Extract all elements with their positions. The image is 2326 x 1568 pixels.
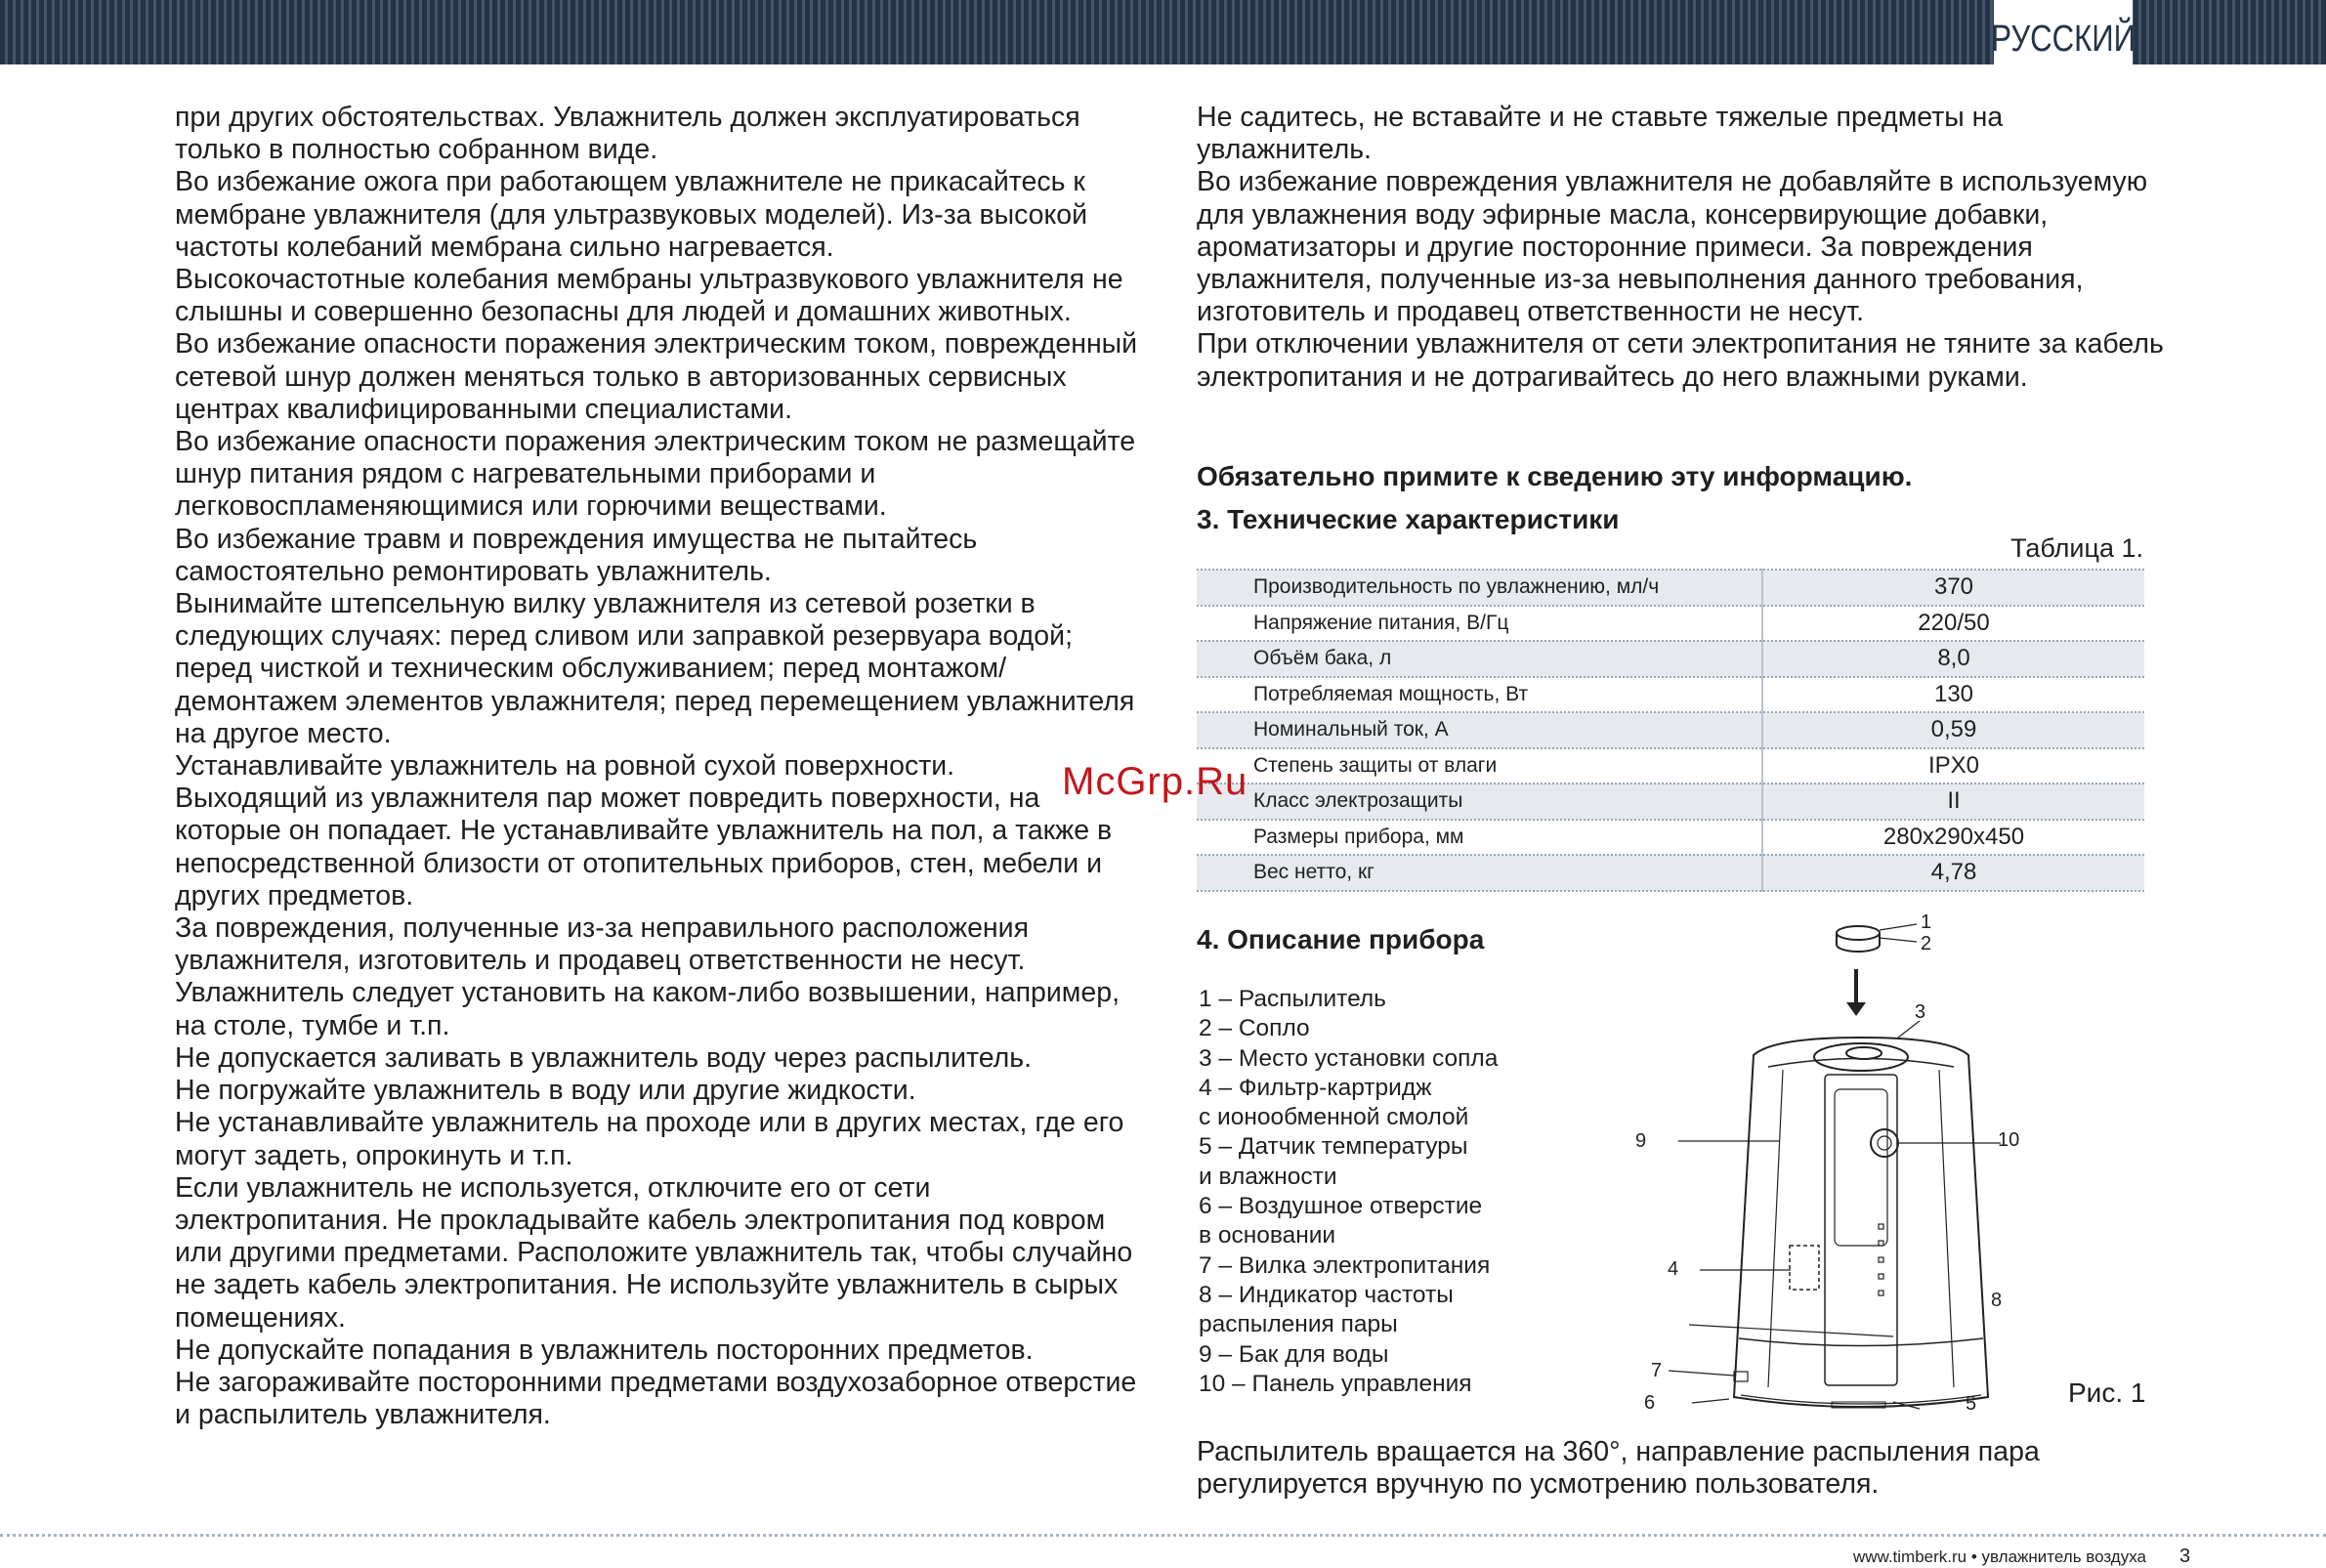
list-item: 3 – Место установки сопла	[1199, 1044, 1499, 1072]
spec-label: Вес нетто, кг	[1197, 855, 1762, 891]
table-row	[1197, 641, 2144, 677]
spec-label: Степень защиты от влаги	[1197, 748, 1762, 784]
figure-label: 7	[1651, 1360, 1663, 1381]
footer-site: www.timberk.ru • увлажнитель воздуха	[1852, 1547, 2146, 1566]
paragraph: Во избежание опасности поражения электрическим током не размещайте шнур питания рядом с нагревательными приборами и легковоспламеняющимися или горючими веществами.	[175, 426, 1136, 523]
parts-list	[1199, 985, 1550, 1399]
paragraph: Во избежание ожога при работающем увлажнителе не прикасайтесь к мембране увлажнителя (для ультразвуковых моделей). Из-за высокой частоты колебаний мембрана сильно нагревается.	[175, 166, 1088, 263]
figure-label: 10	[1998, 1129, 2020, 1151]
spec-value: 8,0	[1762, 641, 2144, 677]
spec-value: 0,59	[1762, 712, 2144, 748]
spec-value: II	[1762, 784, 2144, 820]
table-row	[1197, 606, 2144, 642]
paragraph: Не допускайте попадания в увлажнитель посторонних предметов.	[175, 1334, 1034, 1366]
paragraph: Не погружайте увлажнитель в воду или другие жидкости.	[175, 1075, 916, 1107]
spec-value: 130	[1762, 677, 2144, 713]
humidifier-body	[1734, 1038, 1988, 1408]
spec-value: 220/50	[1762, 606, 2144, 642]
list-item: 1 – Распылитель	[1199, 986, 1386, 1012]
figure-label: 4	[1668, 1258, 1679, 1280]
figure-caption: Рис. 1	[2068, 1377, 2146, 1408]
spec-value: 280x290x450	[1762, 820, 2144, 856]
watermark: McGrp.Ru	[1062, 760, 1248, 803]
spec-label: Номинальный ток, А	[1197, 712, 1762, 748]
arrow-down-icon	[1846, 969, 1866, 1016]
paragraph: Высокочастотные колебания мембраны ультразвукового увлажнителя не слышны и совершенно безопасны для людей и домашних животных.	[175, 264, 1123, 328]
paragraph: Выходящий из увлажнителя пар может повредить поверхности, на которые он попадает. Не устанавливайте увлажнитель на пол, а также в непосредственной близости от отопительных приборов, стен, мебели и других предметов.	[175, 783, 1113, 911]
spec-value: 4,78	[1762, 855, 2144, 891]
paragraph: Не допускается заливать в увлажнитель воду через распылитель.	[175, 1041, 1033, 1074]
paragraph: Если увлажнитель не используется, отключите его от сети электропитания. Не прокладывайте кабель электропитания под ковром или другими предметами. Расположите увлажнитель так, чтобы случайно не задеть кабель электропитания. Не используйте увлажнитель в сырых помещениях.	[175, 1171, 1133, 1334]
list-item: 7 – Вилка электропитания	[1199, 1251, 1491, 1279]
paragraph: Увлажнитель следует установить на каком-либо возвышении, например, на столе, тумбе и т.п.	[175, 977, 1120, 1041]
table-row	[1197, 677, 2144, 713]
list-item: 4 – Фильтр-картридж	[1199, 1074, 1432, 1101]
section-4-title: 4. Описание прибора	[1197, 924, 1485, 954]
section-3-title: 3. Технические характеристики	[1197, 504, 1620, 534]
paragraph: За повреждения, полученные из-за неправильного расположения увлажнителя, изготовитель и продавец ответственности не несут.	[175, 912, 1030, 977]
spec-value: IPX0	[1762, 748, 2144, 784]
table-row	[1197, 855, 2144, 891]
right-column	[1197, 102, 2174, 394]
paragraph: Вынимайте штепсельную вилку увлажнителя из сетевой розетки в следующих случаях: перед сливом или заправкой резервуара водой; перед чисткой и техническим обслуживанием; перед монтажом/демонтажем элементов увлажнителя; перед перемещением увлажнителя на другое место.	[175, 588, 1135, 749]
list-item: 6 – Воздушное отверстие	[1199, 1193, 1483, 1220]
spec-label: Объём бака, л	[1197, 641, 1762, 677]
language-label: РУССКИЙ	[1991, 18, 2136, 60]
list-item: 9 – Бак для воды	[1199, 1340, 1389, 1368]
list-item: 8 – Индикатор частоты	[1199, 1281, 1454, 1308]
nozzle-drawing	[1837, 924, 1917, 952]
header-bar	[0, 0, 2326, 64]
table-row	[1197, 712, 2144, 748]
paragraph: Во избежание повреждения увлажнителя не добавляйте в используемую для увлажнения воду эфирные масла, консервирующие добавки, ароматизаторы и другие посторонние примеси. За повреждения увлажнителя, полученные из-за невыполнения данного требования, изготовитель и продавец ответственности не несут.	[1197, 166, 2148, 328]
list-item: с ионообменной смолой	[1199, 1104, 1469, 1131]
table-row	[1197, 820, 2144, 856]
list-item: 2 – Сопло	[1199, 1015, 1310, 1042]
paragraph: Не загораживайте посторонними предметами воздухозаборное отверстие и распылитель увлажнителя.	[175, 1366, 1137, 1431]
paragraph: при других обстоятельствах. Увлажнитель должен эксплуатироваться только в полностью собранном виде.	[175, 102, 1080, 166]
list-item: распыления пары	[1199, 1311, 1398, 1338]
paragraph: При отключении увлажнителя от сети электропитания не тяните за кабель электропитания и не дотрагивайтесь до него влажными руками.	[1197, 328, 2164, 393]
spec-label: Производительность по увлажнению, мл/ч	[1197, 570, 1762, 606]
spec-table	[1197, 569, 2144, 892]
spec-label: Потребляемая мощность, Вт	[1197, 677, 1762, 713]
spec-value: 370	[1762, 570, 2144, 606]
figure-label: 3	[1915, 1001, 1926, 1023]
spec-label: Размеры прибора, мм	[1197, 820, 1762, 856]
table-caption: Таблица 1.	[2010, 533, 2143, 563]
figure-label: 5	[1966, 1393, 1977, 1415]
important-notice: Обязательно примите к сведению эту информацию.	[1197, 461, 1913, 491]
list-item: 10 – Панель управления	[1199, 1370, 1472, 1397]
left-column	[175, 102, 1142, 1431]
page-number: 3	[2179, 1546, 2191, 1567]
paragraph: Не устанавливайте увлажнитель на проходе или в других местах, где его могут задеть, опрокинуть и т.п.	[175, 1107, 1124, 1171]
table-row	[1197, 784, 2144, 820]
list-item: и влажности	[1199, 1163, 1337, 1190]
paragraph: Во избежание травм и повреждения имущества не пытайтесь самостоятельно ремонтировать увлажнитель.	[175, 523, 978, 587]
humidifier-diagram	[1602, 909, 2032, 1426]
spec-label: Класс электрозащиты	[1197, 784, 1762, 820]
figure-label: 9	[1635, 1130, 1647, 1152]
list-item: 5 – Датчик температуры	[1199, 1133, 1468, 1161]
list-item: в основании	[1199, 1222, 1336, 1250]
table-row	[1197, 748, 2144, 784]
nozzle-note: Распылитель вращается на 360°, направление распыления пара регулируется вручную по усмотрению пользователя.	[1197, 1436, 2040, 1501]
spec-label: Напряжение питания, В/Гц	[1197, 606, 1762, 642]
figure-label: 6	[1644, 1392, 1656, 1414]
figure-label: 2	[1921, 933, 1932, 954]
figure-label: 1	[1921, 911, 1932, 933]
paragraph: Во избежание опасности поражения электрическим током, поврежденный сетевой шнур должен меняться только в авторизованных сервисных центрах квалифицированными специалистами.	[175, 328, 1138, 425]
paragraph: Не садитесь, не вставайте и не ставьте тяжелые предметы на увлажнитель.	[1197, 102, 2004, 166]
figure-label: 8	[1991, 1290, 2003, 1311]
table-row	[1197, 570, 2144, 606]
language-tab	[1991, 0, 2136, 78]
paragraph: Устанавливайте увлажнитель на ровной сухой поверхности.	[175, 750, 955, 783]
footer-divider	[0, 1534, 2326, 1537]
